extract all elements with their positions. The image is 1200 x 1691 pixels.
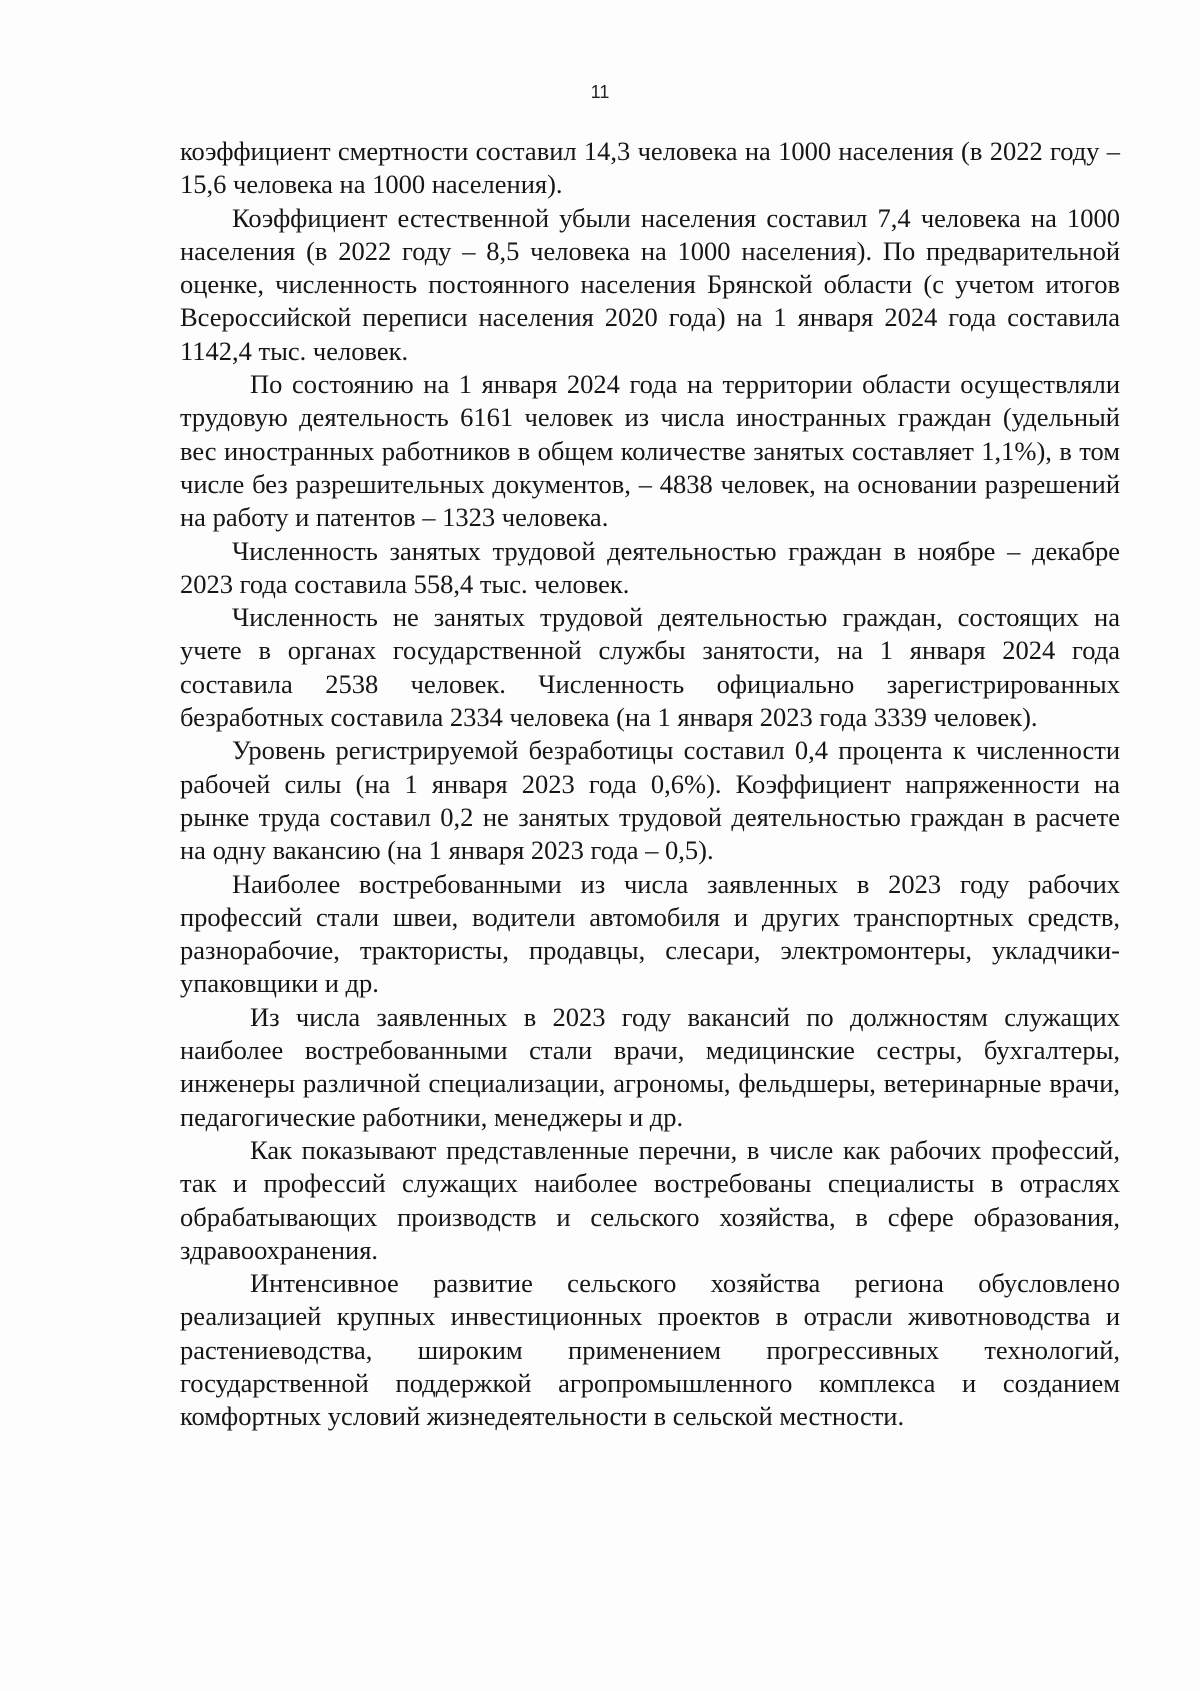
paragraph-employee-positions: Из числа заявленных в 2023 году вакансий по должностям служащих наиболее востребованными стали врачи, медицинские сестры, бухгалтеры, инженеры различной специализации, агрономы, фельдшеры, ветеринарные врачи, педагогические работники, менеджеры и др. (180, 1001, 1120, 1132)
paragraph-demanded-specialists: Как показывают представленные перечни, в числе как рабочих профессий, так и профессий служащих наиболее востребованы специалисты в отраслях обрабатывающих производств и сельского хозяйства, в сфере образования, здравоохранения. (180, 1134, 1120, 1265)
paragraph-mortality: коэффициент смертности составил 14,3 человека на 1000 населения (в 2022 году – 15,6 человека на 1000 населения). (180, 136, 1120, 200)
document-body (180, 135, 1120, 1434)
paragraph-unemployment-rate: Уровень регистрируемой безработицы составил 0,4 процента к численности рабочей силы (на 1 января 2023 года 0,6%). Коэффициент напряженности на рынке труда составил 0,2 не занятых трудовой деятельностью граждан в расчете на одну вакансию (на 1 января 2023 года – 0,5). (180, 735, 1120, 866)
paragraph-employed: Численность занятых трудовой деятельностью граждан в ноябре – декабре 2023 года составила 558,4 тыс. человек. (180, 535, 1120, 599)
paragraph-natural-decline: Коэффициент естественной убыли населения составил 7,4 человека на 1000 населения (в 2022 году – 8,5 человека на 1000 населения). По предварительной оценке, численность постоянного населения Брянской области (с учетом итогов Всероссийской переписи населения 2020 года) на 1 января 2024 года составила 1142,4 тыс. человек. (180, 202, 1120, 366)
page-number: 11 (590, 82, 610, 102)
paragraph-agriculture-development: Интенсивное развитие сельского хозяйства региона обусловлено реализацией крупных инвестиционных проектов в отрасли животноводства и растениеводства, широким применением прогрессивных технологий, государственной поддержкой агропромышленного комплекса и созданием комфортных условий жизнедеятельности в сельской местности. (180, 1268, 1120, 1432)
paragraph-worker-professions: Наиболее востребованными из числа заявленных в 2023 году рабочих профессий стали швеи, водители автомобиля и других транспортных средств, разнорабочие, трактористы, продавцы, слесари, электромонтеры, укладчики-упаковщики и др. (180, 868, 1120, 999)
paragraph-foreign-workers: По состоянию на 1 января 2024 года на территории области осуществляли трудовую деятельность 6161 человек из числа иностранных граждан (удельный вес иностранных работников в общем количестве занятых составляет 1,1%), в том числе без разрешительных документов, – 4838 человек, на основании разрешений на работу и патентов – 1323 человека. (180, 369, 1120, 533)
paragraph-unemployed-registered: Численность не занятых трудовой деятельностью граждан, состоящих на учете в органах государственной службы занятости, на 1 января 2024 года составила 2538 человек. Численность официально зарегистрированных безработных составила 2334 человека (на 1 января 2023 года 3339 человек). (180, 602, 1120, 733)
